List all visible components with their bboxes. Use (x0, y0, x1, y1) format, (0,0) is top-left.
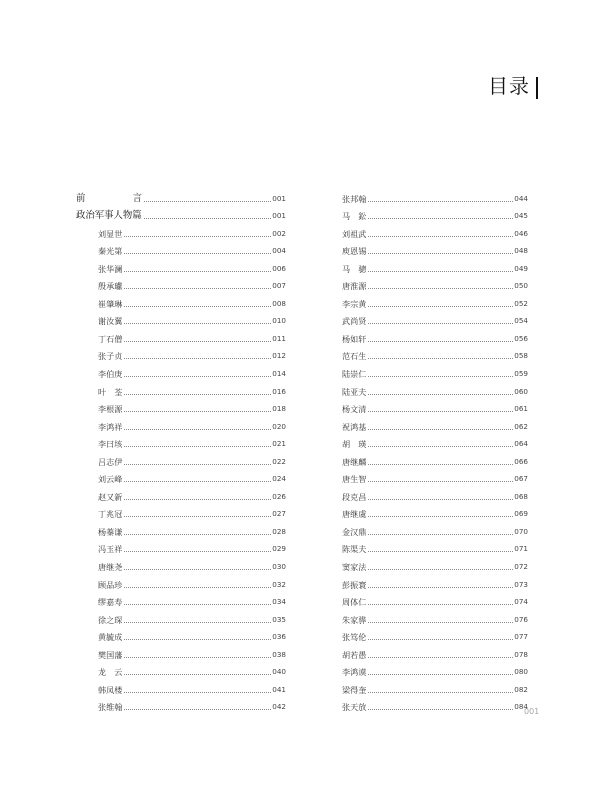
toc-entry-name: 吕志伊 (98, 456, 123, 467)
dot-leader (124, 236, 271, 237)
toc-entry[interactable] (342, 397, 528, 415)
toc-entry[interactable] (342, 467, 528, 485)
toc-entry-name: 庾恩锡 (342, 246, 367, 257)
dot-leader (368, 587, 513, 588)
toc-entry-name: 谢汝翼 (98, 316, 123, 327)
toc-entry-name: 马 鈆 (342, 211, 367, 222)
toc-entry[interactable] (76, 519, 286, 537)
dot-leader (124, 358, 271, 359)
toc-entry-page: 007 (272, 281, 286, 291)
toc-entry-name: 胡若愚 (342, 649, 367, 660)
toc-entry[interactable] (342, 361, 528, 379)
dot-leader (368, 218, 513, 219)
dot-leader (124, 709, 271, 710)
toc-entry-page: 056 (514, 333, 528, 343)
dot-leader (368, 411, 513, 412)
toc-entry-name: 樊国藩 (98, 649, 123, 660)
toc-entry-name: 李伯庚 (98, 369, 123, 380)
toc-entry-name: 金汉鼎 (342, 526, 367, 537)
dot-leader (368, 358, 513, 359)
toc-entry-name: 丁石僧 (98, 333, 123, 344)
dot-leader (124, 622, 271, 623)
toc-entry-name: 张子贞 (98, 351, 123, 362)
toc-entry[interactable] (76, 326, 286, 344)
toc-entry-name: 陆亚夫 (342, 386, 367, 397)
toc-entry-page: 069 (514, 509, 528, 519)
toc-entry-name: 彭振寰 (342, 579, 367, 590)
toc-entry-page: 018 (272, 404, 286, 414)
toc-entry[interactable] (76, 414, 286, 432)
dot-leader (368, 464, 513, 465)
toc-entry-name: 张华澜 (98, 263, 123, 274)
toc-entry-page: 044 (514, 193, 528, 203)
toc-entry-page: 029 (272, 544, 286, 554)
toc-entry-page: 027 (272, 509, 286, 519)
toc-entry-page: 001 (272, 211, 286, 221)
dot-leader (124, 587, 271, 588)
toc-entry-name: 唐继虞 (342, 509, 367, 520)
toc-entry[interactable] (342, 432, 528, 450)
toc-entry-page: 061 (514, 404, 528, 414)
dot-leader (368, 306, 513, 307)
page-number: 001 (524, 707, 540, 716)
toc-entry-name: 龙 云 (98, 667, 123, 678)
toc-entry[interactable] (342, 677, 528, 695)
dot-leader (368, 341, 513, 342)
toc-entry-page: 048 (514, 246, 528, 256)
dot-leader (368, 236, 513, 237)
toc-entry[interactable] (342, 607, 528, 625)
toc-entry[interactable] (342, 221, 528, 239)
dot-leader (368, 271, 513, 272)
toc-entry[interactable] (76, 239, 286, 257)
dot-leader (124, 429, 271, 430)
toc-entry-page: 074 (514, 597, 528, 607)
dot-leader (368, 604, 513, 605)
dot-leader (124, 674, 271, 675)
toc-entry[interactable] (342, 239, 528, 257)
toc-entry-name: 范石生 (342, 351, 367, 362)
dot-leader (368, 551, 513, 552)
toc-entry[interactable] (342, 204, 528, 222)
toc-entry-name: 杨蓁谦 (98, 526, 123, 537)
toc-entry-name: 唐淮源 (342, 281, 367, 292)
toc-entry-name: 黄毓成 (98, 632, 123, 643)
dot-leader (368, 253, 513, 254)
dot-leader (368, 622, 513, 623)
toc-entry[interactable] (342, 642, 528, 660)
toc-entry-name: 马 骢 (342, 263, 367, 274)
toc-entry-name: 李曰垓 (98, 439, 123, 450)
toc-entry-name: 胡 瑛 (342, 439, 367, 450)
toc-entry-name: 张邦翰 (342, 193, 367, 204)
dot-leader (368, 201, 513, 202)
toc-entry-name: 李宗黄 (342, 298, 367, 309)
toc-entry-page: 034 (272, 597, 286, 607)
dot-leader (124, 288, 271, 289)
toc-entry-page: 049 (514, 263, 528, 273)
toc-entry[interactable] (342, 554, 528, 572)
toc-entry[interactable] (342, 379, 528, 397)
toc-entry-name: 缪嘉寿 (98, 597, 123, 608)
toc-entry-name: 前 言 (76, 192, 142, 204)
toc-entry[interactable] (76, 397, 286, 415)
toc-entry-page: 014 (272, 369, 286, 379)
toc-entry[interactable] (76, 432, 286, 450)
toc-entry-page: 082 (514, 684, 528, 694)
dot-leader (124, 551, 271, 552)
toc-entry-name: 周体仁 (342, 597, 367, 608)
toc-entry-page: 016 (272, 386, 286, 396)
toc-entry-name: 李鸿谟 (342, 667, 367, 678)
toc-entry[interactable] (76, 695, 286, 713)
toc-entry-page: 060 (514, 386, 528, 396)
toc-entry-page: 032 (272, 579, 286, 589)
toc-entry-name: 秦光第 (98, 246, 123, 257)
title-accent-bar (536, 77, 538, 99)
dot-leader (124, 271, 271, 272)
toc-entry[interactable] (76, 484, 286, 502)
dot-leader (368, 429, 513, 430)
toc-entry[interactable] (342, 449, 528, 467)
toc-entry-name: 张天放 (342, 702, 367, 713)
toc-entry[interactable] (342, 695, 528, 713)
dot-leader (368, 323, 513, 324)
toc-entry[interactable] (342, 660, 528, 678)
toc-entry-page: 006 (272, 263, 286, 273)
toc-entry-page: 054 (514, 316, 528, 326)
toc-entry[interactable] (76, 572, 286, 590)
toc-entry-page: 038 (272, 649, 286, 659)
toc-entry-page: 052 (514, 298, 528, 308)
dot-leader (368, 516, 513, 517)
toc-entry[interactable] (342, 519, 528, 537)
toc-entry[interactable] (76, 467, 286, 485)
toc-entry[interactable] (342, 572, 528, 590)
toc-entry[interactable] (76, 660, 286, 678)
toc-entry-page: 073 (514, 579, 528, 589)
toc-entry-page: 067 (514, 474, 528, 484)
toc-entry[interactable] (342, 326, 528, 344)
dot-leader (368, 499, 513, 500)
toc-entry-name: 段克昌 (342, 491, 367, 502)
toc-entry-name: 杨如轩 (342, 333, 367, 344)
dot-leader (368, 394, 513, 395)
toc-entry[interactable] (76, 554, 286, 572)
toc-entry-page: 062 (514, 421, 528, 431)
toc-entry[interactable] (76, 361, 286, 379)
toc-entry[interactable] (76, 309, 286, 327)
toc-entry-page: 066 (514, 456, 528, 466)
toc-entry-name: 崔肇琳 (98, 298, 123, 309)
toc-entry[interactable] (342, 484, 528, 502)
toc-entry-page: 080 (514, 667, 528, 677)
toc-entry[interactable] (76, 291, 286, 309)
toc-entry-page: 058 (514, 351, 528, 361)
toc-entry-page: 030 (272, 562, 286, 572)
toc-entry-name: 赵又新 (98, 491, 123, 502)
toc-entry[interactable] (76, 537, 286, 555)
dot-leader (124, 657, 271, 658)
dot-leader (368, 534, 513, 535)
toc-entry-page: 026 (272, 491, 286, 501)
dot-leader (368, 569, 513, 570)
toc-entry[interactable] (342, 309, 528, 327)
toc-entry[interactable] (76, 379, 286, 397)
toc-entry-name: 唐生智 (342, 474, 367, 485)
dot-leader (124, 376, 271, 377)
dot-leader (368, 657, 513, 658)
toc-entry-name: 李根源 (98, 404, 123, 415)
toc-entry[interactable] (342, 625, 528, 643)
toc-entry[interactable] (342, 537, 528, 555)
toc-entry-name: 梁得奎 (342, 684, 367, 695)
toc-entry-page: 012 (272, 351, 286, 361)
toc-entry-page: 050 (514, 281, 528, 291)
toc-entry-page: 068 (514, 491, 528, 501)
toc-entry[interactable] (342, 186, 528, 204)
toc-entry[interactable] (76, 502, 286, 520)
toc-entry-page: 022 (272, 456, 286, 466)
toc-entry-page: 042 (272, 702, 286, 712)
dot-leader (144, 218, 272, 219)
dot-leader (124, 481, 271, 482)
toc-column-right (342, 186, 528, 712)
toc-entry[interactable] (76, 677, 286, 695)
toc-entry-page: 059 (514, 369, 528, 379)
dot-leader (368, 288, 513, 289)
toc-column-left (76, 186, 286, 712)
dot-leader (124, 569, 271, 570)
toc-entry[interactable] (76, 607, 286, 625)
toc-entry-name: 冯玉祥 (98, 544, 123, 555)
toc-entry[interactable] (342, 502, 528, 520)
toc-entry-page: 072 (514, 562, 528, 572)
toc-entry-page: 028 (272, 526, 286, 536)
dot-leader (124, 323, 271, 324)
toc-entry-name: 陆崇仁 (342, 369, 367, 380)
dot-leader (124, 534, 271, 535)
dot-leader (368, 674, 513, 675)
dot-leader (368, 709, 513, 710)
dot-leader (368, 639, 513, 640)
toc-entry-name: 刘显世 (98, 228, 123, 239)
toc-entry-name: 窦家法 (342, 562, 367, 573)
dot-leader (124, 604, 271, 605)
toc-entry[interactable] (76, 204, 286, 222)
toc-entry-name: 张维翰 (98, 702, 123, 713)
toc-entry[interactable] (76, 274, 286, 292)
toc-entry-page: 011 (272, 333, 286, 343)
toc-entry-page: 041 (272, 684, 286, 694)
toc-entry-name: 杨文清 (342, 404, 367, 415)
dot-leader (124, 692, 271, 693)
toc-entry[interactable] (342, 344, 528, 362)
toc-entry-page: 076 (514, 614, 528, 624)
toc-entry[interactable] (76, 186, 286, 204)
toc-entry-page: 002 (272, 228, 286, 238)
toc-entry-page: 071 (514, 544, 528, 554)
toc-entry-name: 刘祖武 (342, 228, 367, 239)
toc-entry-name: 陈渠夫 (342, 544, 367, 555)
toc-entry[interactable] (342, 414, 528, 432)
dot-leader (144, 201, 271, 202)
toc-entry-page: 008 (272, 298, 286, 308)
toc-entry-name: 韩凤楼 (98, 684, 123, 695)
toc-entry-name: 殷承瓛 (98, 281, 123, 292)
dot-leader (124, 306, 271, 307)
toc-entry-page: 020 (272, 421, 286, 431)
toc-entry-name: 唐继麟 (342, 456, 367, 467)
toc-entry-page: 078 (514, 649, 528, 659)
toc-entry-page: 035 (272, 614, 286, 624)
toc-entry-name: 政治军事人物篇 (76, 210, 142, 222)
toc-entry-page: 036 (272, 632, 286, 642)
dot-leader (124, 394, 271, 395)
toc-entry-name: 徐之琛 (98, 614, 123, 625)
toc-entry[interactable] (76, 449, 286, 467)
toc-entry[interactable] (342, 291, 528, 309)
dot-leader (124, 341, 271, 342)
toc-entry-page: 001 (272, 193, 286, 203)
toc-entry[interactable] (76, 590, 286, 608)
toc-entry[interactable] (76, 642, 286, 660)
toc-entry-page: 010 (272, 316, 286, 326)
toc-entry-page: 064 (514, 439, 528, 449)
page-title: 目录 (488, 74, 530, 98)
dot-leader (368, 446, 513, 447)
toc-entry-page: 045 (514, 211, 528, 221)
toc-entry-page: 046 (514, 228, 528, 238)
toc-entry[interactable] (76, 625, 286, 643)
dot-leader (124, 446, 271, 447)
toc-entry-name: 叶 荃 (98, 386, 123, 397)
dot-leader (368, 376, 513, 377)
toc-entry[interactable] (342, 256, 528, 274)
toc-entry-page: 070 (514, 526, 528, 536)
toc-entry-name: 顾品珍 (98, 579, 123, 590)
toc-entry-page: 077 (514, 632, 528, 642)
dot-leader (124, 499, 271, 500)
toc-entry-page: 021 (272, 439, 286, 449)
toc-entry-page: 004 (272, 246, 286, 256)
dot-leader (124, 464, 271, 465)
dot-leader (124, 516, 271, 517)
toc-entry-name: 张笃伦 (342, 632, 367, 643)
toc-entry[interactable] (342, 274, 528, 292)
dot-leader (124, 411, 271, 412)
toc-entry-page: 040 (272, 667, 286, 677)
toc-entry-name: 朱家骅 (342, 614, 367, 625)
toc-entry-name: 刘云峰 (98, 474, 123, 485)
toc-entry[interactable] (342, 590, 528, 608)
dot-leader (124, 639, 271, 640)
dot-leader (368, 692, 513, 693)
toc-entry-name: 丁兆冠 (98, 509, 123, 520)
dot-leader (124, 253, 271, 254)
toc-entry-page: 024 (272, 474, 286, 484)
toc-entry[interactable] (76, 344, 286, 362)
toc-entry-page: 084 (514, 702, 528, 712)
toc-entry[interactable] (76, 221, 286, 239)
toc-entry[interactable] (76, 256, 286, 274)
dot-leader (368, 481, 513, 482)
toc-entry-name: 祝鸿基 (342, 421, 367, 432)
toc-entry-name: 李鸿祥 (98, 421, 123, 432)
toc-entry-name: 武尚贤 (342, 316, 367, 327)
toc-entry-name: 唐继尧 (98, 562, 123, 573)
